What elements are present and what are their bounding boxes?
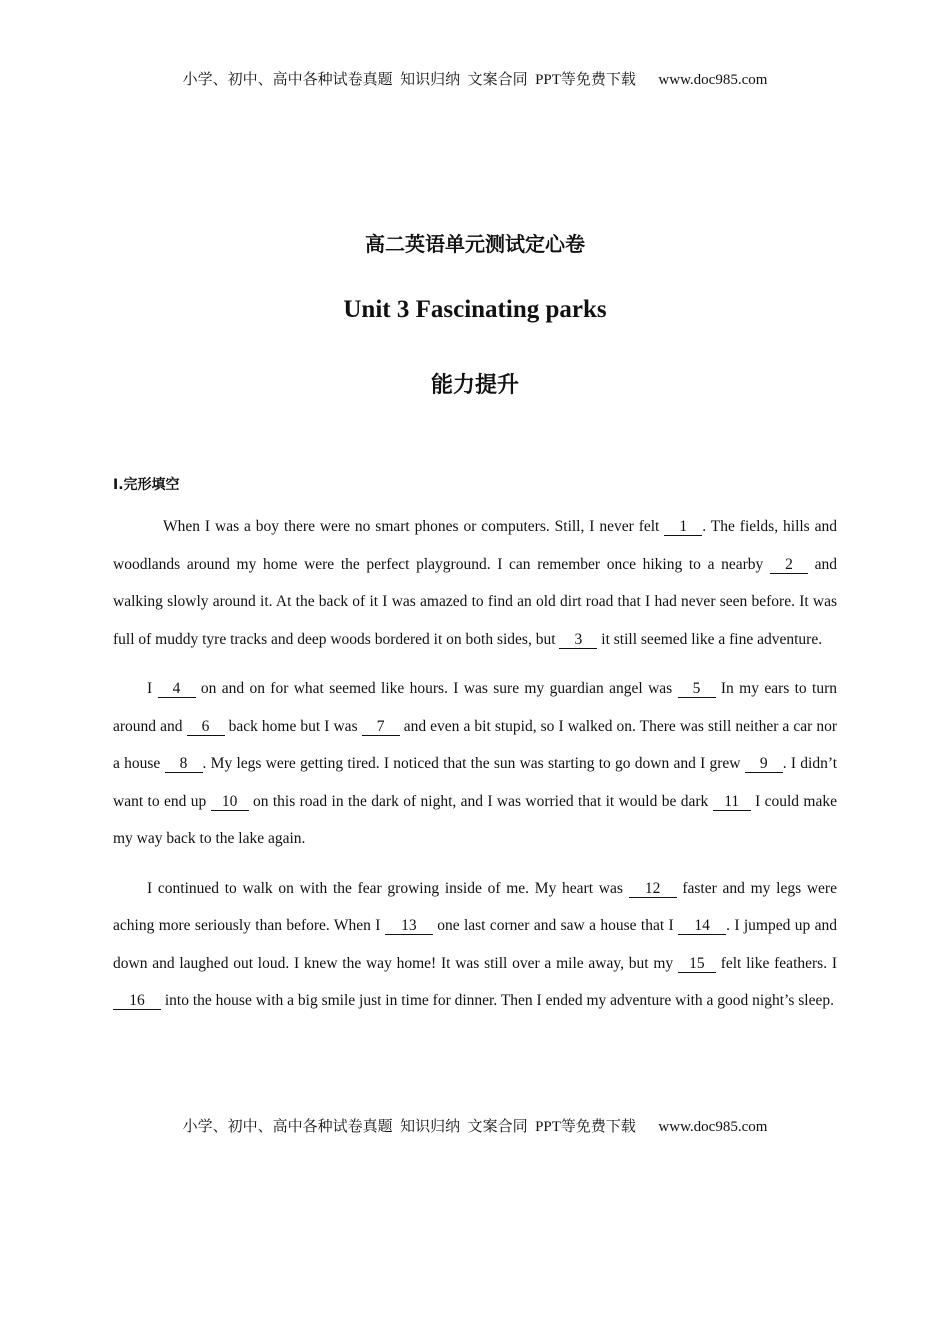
cloze-passage: [113, 508, 837, 1032]
page-footer: 小学、初中、高中各种试卷真题 知识归纳 文案合同 PPT等免费下载 www.doc985.com: [182, 1119, 768, 1135]
blank-16: 16: [113, 993, 161, 1010]
blank-5: 5: [678, 681, 716, 698]
blank-2: 2: [770, 557, 808, 574]
unit-title: Unit 3 Fascinating parks: [343, 296, 607, 323]
page-header: 小学、初中、高中各种试卷真题 知识归纳 文案合同 PPT等免费下载 www.doc985.com: [182, 72, 768, 88]
blank-14: 14: [678, 918, 726, 935]
section-heading-cloze: I.完形填空: [113, 477, 180, 493]
blank-13: 13: [385, 918, 433, 935]
blank-11: 11: [713, 794, 751, 811]
blank-3: 3: [559, 632, 597, 649]
blank-7: 7: [362, 719, 400, 736]
document-title-chinese: 高二英语单元测试定心卷: [365, 232, 585, 256]
passage-paragraph-3: I continued to walk on with the fear growing inside of me. My heart was 12 faster and my legs were aching more seriously than before. When I 13 one last corner and saw a house that I 14 . I jumped up and down and laughed out loud. I knew the way home! It was still over a mile away, but my 15 felt like feathers. I 16 into the house with a big smile just in time for dinner. Then I ended my adventure with a good night’s sleep.: [113, 879, 838, 1009]
blank-15: 15: [678, 956, 716, 973]
blank-8: 8: [165, 756, 203, 773]
passage-paragraph-1: When I was a boy there were no smart phones or computers. Still, I never felt 1 . The fields, hills and woodlands around my home were the perfect playground. I can remember once hiking to a nearby 2 and walking slowly around it. At the back of it I was amazed to find an old dirt road that I had never seen before. It was full of muddy tyre tracks and deep woods bordered it on both sides, but 3 it still seemed like a fine adventure.: [113, 518, 838, 648]
blank-12: 12: [629, 881, 677, 898]
blank-6: 6: [187, 719, 225, 736]
document-subtitle: 能力提升: [430, 373, 519, 398]
blank-4: 4: [158, 681, 196, 698]
passage-paragraph-2: I 4 on and on for what seemed like hours. I was sure my guardian angel was 5 In my ears to turn around and 6 back home but I was 7 and even a bit stupid, so I walked on. There was still neither a car nor a house 8 . My legs were getting tired. I noticed that the sun was starting to go down and I grew 9 . I didn’t want to end up 10 on this road in the dark of night, and I was worried that it would be dark 11 I could make my way back to the lake again.: [113, 680, 838, 847]
blank-10: 10: [211, 794, 249, 811]
blank-1: 1: [664, 519, 702, 536]
blank-9: 9: [745, 756, 783, 773]
